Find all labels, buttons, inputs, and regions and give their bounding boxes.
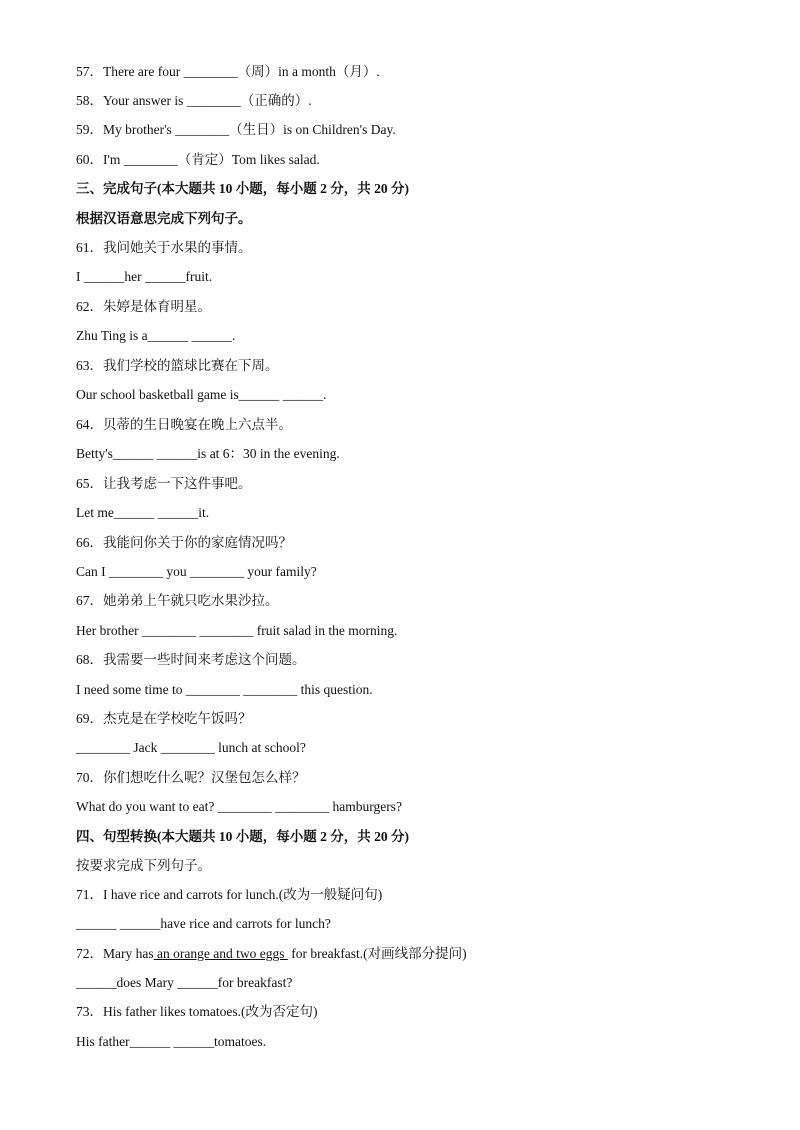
section-4-instruction: 按要求完成下列句子。: [76, 858, 211, 873]
question-72-suffix: for breakfast.(对画线部分提问): [287, 946, 467, 961]
section-4-title: 四、句型转换(本大题共 10 小题，每小题 2 分，共 20 分): [76, 829, 409, 844]
question-71-answer: ______ ______have rice and carrots for lunch?: [76, 916, 331, 931]
question-65-prompt: 65．让我考虑一下这件事吧。: [76, 476, 252, 491]
question-61-answer: I ______her ______fruit.: [76, 269, 213, 284]
question-72-answer: ______does Mary ______for breakfast?: [76, 975, 293, 990]
question-57: 57．There are four ________（周）in a month（月）.: [76, 64, 380, 79]
question-68-answer: I need some time to ________ ________ this question.: [76, 682, 373, 697]
question-63-prompt: 63．我们学校的篮球比赛在下周。: [76, 358, 279, 373]
question-60: 60．I'm ________（肯定）Tom likes salad.: [76, 152, 320, 167]
question-70-prompt: 70．你们想吃什么呢？汉堡包怎么样？: [76, 770, 306, 785]
question-62-prompt: 62．朱婷是体育明星。: [76, 299, 211, 314]
question-68-prompt: 68．我需要一些时间来考虑这个问题。: [76, 652, 306, 667]
question-73-prompt: 73．His father likes tomatoes.(改为否定句): [76, 1004, 318, 1019]
question-64-answer: Betty's______ ______is at 6：30 in the evening.: [76, 446, 340, 461]
question-58: 58．Your answer is ________（正确的）.: [76, 93, 312, 108]
question-71-prompt: 71．I have rice and carrots for lunch.(改为一般疑问句): [76, 887, 383, 902]
question-65-answer: Let me______ ______it.: [76, 505, 210, 520]
question-66-answer: Can I ________ you ________ your family?: [76, 564, 317, 579]
question-67-answer: Her brother ________ ________ fruit salad in the morning.: [76, 623, 398, 638]
question-69-answer: ________ Jack ________ lunch at school?: [76, 740, 306, 755]
question-66-prompt: 66．我能问你关于你的家庭情况吗？: [76, 535, 292, 550]
question-72-underlined: an orange and two eggs: [153, 946, 288, 961]
question-61-prompt: 61．我问她关于水果的事情。: [76, 240, 252, 255]
question-72-prompt: [76, 945, 467, 963]
question-59: 59．My brother's ________（生日）is on Children's Day.: [76, 122, 396, 137]
question-67-prompt: 67．她弟弟上午就只吃水果沙拉。: [76, 593, 279, 608]
question-73-answer: His father______ ______tomatoes.: [76, 1034, 267, 1049]
question-63-answer: Our school basketball game is______ ______.: [76, 387, 327, 402]
question-62-answer: Zhu Ting is a______ ______.: [76, 328, 236, 343]
question-70-answer: What do you want to eat? ________ ________ hamburgers?: [76, 799, 402, 814]
section-3-title: 三、完成句子(本大题共 10 小题，每小题 2 分，共 20 分): [76, 181, 409, 196]
question-64-prompt: 64．贝蒂的生日晚宴在晚上六点半。: [76, 417, 292, 432]
section-3-instruction: 根据汉语意思完成下列句子。: [76, 211, 252, 226]
question-72-prefix: 72．Mary has: [76, 946, 154, 961]
question-69-prompt: 69．杰克是在学校吃午饭吗？: [76, 711, 252, 726]
